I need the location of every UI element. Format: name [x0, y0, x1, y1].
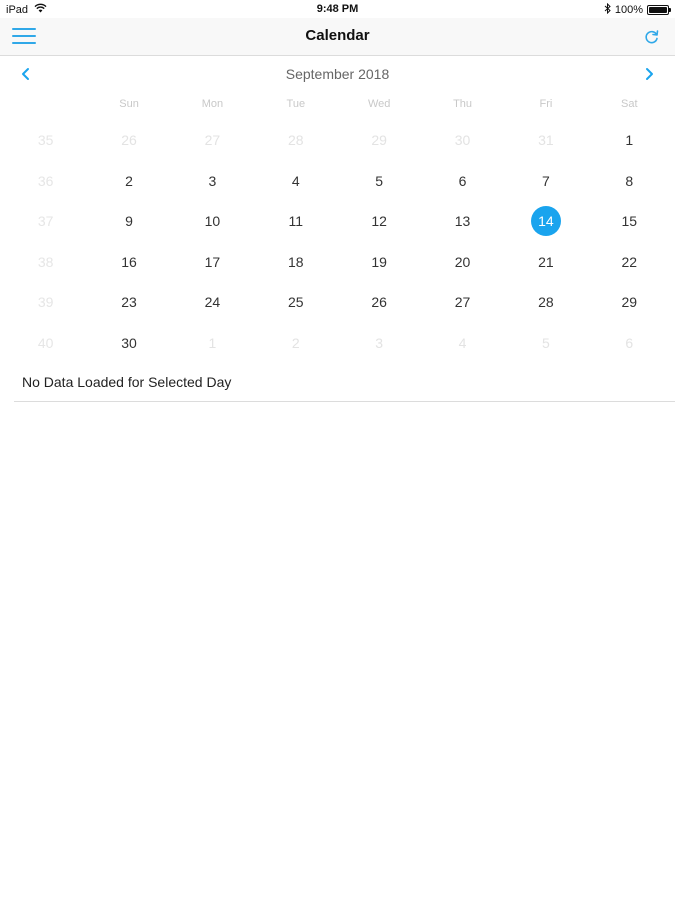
- day-cell[interactable]: [338, 125, 421, 155]
- day-number: 20: [454, 253, 471, 270]
- day-number: 21: [538, 253, 554, 270]
- day-cell[interactable]: [421, 328, 504, 358]
- status-time: 9:48 PM: [316, 3, 359, 15]
- day-number: 6: [458, 172, 467, 189]
- day-number: 26: [371, 294, 387, 311]
- day-cell[interactable]: [254, 166, 337, 196]
- day-number: 24: [204, 294, 221, 311]
- day-cell[interactable]: [504, 247, 587, 277]
- weekday-label: Sun: [119, 98, 139, 110]
- day-number: 10: [204, 213, 221, 230]
- day-cell[interactable]: [338, 247, 421, 277]
- battery-level: [649, 7, 667, 13]
- day-cell[interactable]: [254, 287, 337, 317]
- day-cell[interactable]: [504, 287, 587, 317]
- day-number: 5: [542, 334, 550, 351]
- day-cell[interactable]: [171, 247, 254, 277]
- week-number: 39: [37, 294, 54, 311]
- week-number: 35: [37, 132, 54, 149]
- day-cell[interactable]: [421, 206, 504, 236]
- day-number: 4: [291, 172, 300, 189]
- day-number: 28: [538, 294, 554, 311]
- day-cell[interactable]: [421, 166, 504, 196]
- day-number: 1: [208, 334, 217, 351]
- week-row: [4, 242, 671, 283]
- day-number: 6: [625, 334, 634, 351]
- day-number: 22: [621, 253, 638, 270]
- day-number: 18: [288, 253, 304, 270]
- weekday-label: Mon: [201, 98, 224, 110]
- selected-day-cell[interactable]: [504, 206, 587, 236]
- day-cell[interactable]: [588, 328, 671, 358]
- week-number: 40: [37, 334, 54, 351]
- day-number: 1: [625, 132, 634, 149]
- month-title: September 2018: [285, 66, 390, 82]
- weekday-label: Wed: [367, 98, 391, 110]
- day-number: 15: [621, 213, 638, 230]
- day-number: 13: [454, 213, 471, 230]
- week-row: [4, 120, 671, 161]
- divider: [14, 401, 675, 402]
- weekday-label: Sat: [621, 98, 638, 110]
- day-number: 31: [538, 132, 554, 149]
- week-number: 37: [37, 213, 54, 230]
- day-cell[interactable]: [171, 125, 254, 155]
- day-number: 14: [531, 206, 561, 236]
- day-cell[interactable]: [421, 125, 504, 155]
- day-number: 2: [291, 334, 300, 351]
- empty-state-message: No Data Loaded for Selected Day: [22, 374, 232, 390]
- day-number: 11: [288, 213, 304, 230]
- day-number: 2: [125, 172, 133, 189]
- day-number: 23: [121, 294, 137, 311]
- day-cell[interactable]: [588, 247, 671, 277]
- day-cell[interactable]: [87, 328, 170, 358]
- day-cell[interactable]: [588, 206, 671, 236]
- weekday-label: Thu: [453, 98, 473, 110]
- navigation-bar: [0, 18, 675, 56]
- month-header: [0, 62, 675, 86]
- calendar-grid: [4, 120, 671, 363]
- page-title: Calendar: [305, 27, 370, 44]
- day-cell[interactable]: [171, 287, 254, 317]
- day-cell[interactable]: [588, 287, 671, 317]
- week-row: [4, 282, 671, 323]
- bluetooth-icon: [604, 3, 611, 17]
- day-number: 12: [371, 213, 387, 230]
- day-number: 27: [204, 132, 221, 149]
- day-number: 3: [375, 334, 384, 351]
- day-cell[interactable]: [171, 166, 254, 196]
- day-number: 8: [625, 172, 634, 189]
- day-cell[interactable]: [254, 247, 337, 277]
- day-cell[interactable]: [421, 247, 504, 277]
- day-cell[interactable]: [338, 328, 421, 358]
- battery-percent: 100%: [614, 4, 643, 16]
- day-number: 27: [454, 294, 471, 311]
- day-cell[interactable]: [87, 247, 170, 277]
- day-cell[interactable]: [87, 206, 170, 236]
- day-cell[interactable]: [254, 125, 337, 155]
- week-number: 38: [37, 253, 54, 270]
- day-cell[interactable]: [504, 125, 587, 155]
- week-row: [4, 161, 671, 202]
- day-number: 9: [125, 213, 133, 230]
- status-bar: [0, 0, 675, 18]
- day-number: 29: [621, 294, 638, 311]
- day-cell[interactable]: [421, 287, 504, 317]
- refresh-icon: [641, 26, 663, 48]
- day-cell[interactable]: [588, 166, 671, 196]
- day-cell[interactable]: [338, 166, 421, 196]
- day-cell[interactable]: [87, 166, 170, 196]
- weekday-label: Tue: [286, 98, 306, 110]
- week-number: 36: [37, 172, 54, 189]
- day-number: 17: [204, 253, 221, 270]
- day-number: 3: [208, 172, 217, 189]
- day-number: 30: [121, 334, 137, 351]
- week-row: [4, 201, 671, 242]
- chevron-right-icon: [639, 64, 659, 84]
- day-number: 7: [542, 172, 550, 189]
- day-cell[interactable]: [338, 206, 421, 236]
- weekday-header-row: [4, 98, 671, 110]
- day-cell[interactable]: [87, 287, 170, 317]
- day-cell[interactable]: [171, 206, 254, 236]
- week-row: [4, 323, 671, 364]
- weekday-label: Fri: [539, 98, 553, 110]
- battery-icon: [647, 5, 669, 15]
- day-cell[interactable]: [504, 166, 587, 196]
- day-number: 4: [458, 334, 467, 351]
- week-number-header: [4, 98, 87, 110]
- day-cell[interactable]: [171, 328, 254, 358]
- day-number: 26: [121, 132, 137, 149]
- day-cell[interactable]: [254, 328, 337, 358]
- day-cell[interactable]: [588, 125, 671, 155]
- day-number: 5: [375, 172, 384, 189]
- day-number: 19: [371, 253, 387, 270]
- day-cell[interactable]: [338, 287, 421, 317]
- day-number: 28: [288, 132, 304, 149]
- day-number: 30: [454, 132, 471, 149]
- day-cell[interactable]: [504, 328, 587, 358]
- device-label: iPad: [6, 3, 29, 16]
- day-number: 29: [371, 132, 387, 149]
- day-cell[interactable]: [87, 125, 170, 155]
- day-number: 25: [288, 294, 304, 311]
- next-month-button[interactable]: [639, 64, 659, 84]
- status-right: [604, 3, 669, 17]
- day-cell[interactable]: [254, 206, 337, 236]
- refresh-button[interactable]: [641, 26, 663, 48]
- day-number: 16: [121, 253, 137, 270]
